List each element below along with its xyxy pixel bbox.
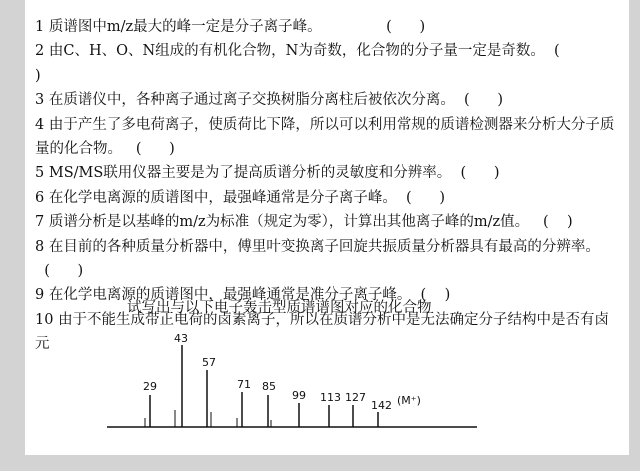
peak-label-127: 127: [345, 391, 366, 404]
peak-label-43: 43: [174, 332, 188, 345]
peak-label-99: 99: [292, 389, 306, 402]
question-6: 6 在化学电离源的质谱图中，最强峰通常是分子离子峰。 ( ): [35, 189, 446, 206]
document-page: [25, 0, 629, 455]
peak-label-142: 142: [371, 399, 392, 412]
peak-label-71: 71: [237, 378, 251, 391]
mass-spectrum-figure: [25, 0, 629, 455]
question-4: 4 由于产生了多电荷离子，使质荷比下降，所以可以利用常规的质谱检测器来分析大分子质量的化合物。 ( ): [35, 116, 615, 158]
peak-label-85: 85: [262, 380, 276, 393]
peak-label-113: 113: [320, 391, 341, 404]
peak-label-29: 29: [143, 380, 157, 393]
question-8: 8 在目前的各种质量分析器中，傅里叶变换离子回旋共振质量分析器具有最高的分辨率。 ( ): [35, 238, 600, 280]
question-3: 3 在质谱仪中，各种离子通过离子交换树脂分离柱后被依次分离。 ( ): [35, 92, 504, 109]
question-1: 1 质谱图中m/z最大的峰一定是分子离子峰。 ( ): [35, 19, 426, 35]
question-7: 7 质谱分析是以基峰的m/z为标准（规定为零），计算出其他离子峰的m/z值。 ( ): [35, 214, 573, 231]
question-9: 9 在化学电离源的质谱图中，最强峰通常是准分子离子峰。 ( ): [35, 287, 451, 304]
question-5: 5 MS/MS联用仪器主要是为了提高质谱分析的灵敏度和分辨率。 ( ): [35, 165, 500, 182]
question-2: 2 由C、H、O、N组成的有机化合物，N为奇数，化合物的分子量一定是奇数。 ( ): [35, 43, 560, 84]
molecular-ion-label: (M⁺): [397, 394, 421, 407]
spectrum-question-title: 试写出与以下电子轰击型质谱谱图对应的化合物: [127, 300, 432, 316]
peak-label-57: 57: [202, 356, 216, 369]
question-10: 10 由于不能生成带正电荷的卤素离子，所以在质谱分析中是无法确定分子结构中是否有卤元: [35, 311, 610, 353]
